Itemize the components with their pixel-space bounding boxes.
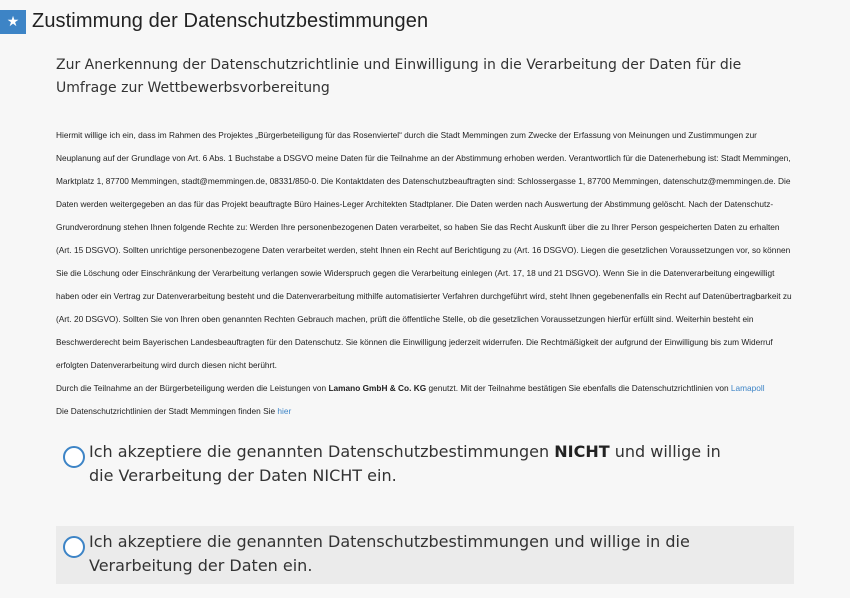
policy-provider-text-start: Durch die Teilnahme an der Bürgerbeteiligung werden die Leistungen von	[56, 383, 329, 393]
privacy-policy-text	[56, 124, 796, 423]
policy-paragraph-consent: Hiermit willige ich ein, dass im Rahmen des Projektes „Bürgerbeteiligung für das Rosenviertel“ durch die Stadt Memmingen zum Zwecke der Erfassung von Meinungen und Zustimmungen zur Neuplanung auf der Grundlage von Art. 6 Abs. 1 Buchstabe a DSGVO meine Daten für die Teilnahme an der Abstimmung erhoben werden. Verantwortlich für die Datenerhebung ist: Stadt Memmingen, Marktplatz 1, 87700 Memmingen, stadt@memmingen.de, 08331/850-0. Die Kontaktdaten des Datenschutzbeauftragten sind: Schlossergasse 1, 87700 Memmingen, datenschutz@memmingen.de. Die Daten werden weitergegeben an das für das Projekt beauftragte Büro Haines-Leger Architekten Stadtplaner. Die Daten werden nach Auswertung der Abstimmung gelöscht. Nach der Datenschutz-Grundverordnung stehen Ihnen folgende Rechte zu: Werden Ihre personenbezogenen Daten verarbeitet, so haben Sie das Recht Auskunft über die zu Ihrer Person gespeicherten Daten zu erhalten (Art. 15 DSGVO). Sollten unrichtige personenbezogene Daten verarbeitet werden, steht Ihnen ein Recht auf Berichtigung zu (Art. 16 DSGVO). Liegen die gesetzlichen Voraussetzungen vor, so können Sie die Löschung oder Einschränkung der Verarbeitung verlangen sowie Widerspruch gegen die Verarbeitung einlegen (Art. 17, 18 und 21 DSGVO). Wenn Sie in die Datenverarbeitung eingewilligt haben oder ein Vertrag zur Datenverarbeitung besteht und die Datenverarbeitung mithilfe automatisierter Verfahren durchgeführt wird, steht Ihnen gegebenenfalls ein Recht auf Datenübertragbarkeit zu (Art. 20 DSGVO). Sollten Sie von Ihren oben genannten Rechten Gebrauch machen, prüft die öffentliche Stelle, ob die gesetzlichen Voraussetzungen hierfür erfüllt sind. Weiterhin besteht ein Beschwerderecht beim Bayerischen Landesbeauftragten für den Datenschutz. Sie können die Einwilligung jederzeit widerrufen. Die Rechtmäßigkeit der aufgrund der Einwilligung bis zum Widerruf erfolgten Datenverarbeitung wird durch diesen nicht berührt.	[56, 130, 792, 370]
option-decline[interactable]	[56, 436, 794, 492]
option-decline-emphasis: NICHT	[554, 442, 610, 461]
radio-accept[interactable]	[63, 536, 85, 558]
provider-company-name: Lamano GmbH & Co. KG	[328, 383, 427, 393]
option-accept[interactable]	[56, 526, 794, 584]
star-icon: ★	[0, 10, 26, 34]
lamapoll-link[interactable]: Lamapoll	[730, 383, 765, 393]
option-decline-text-start: Ich akzeptiere die genannten Datenschutzbestimmungen	[89, 442, 555, 461]
option-decline-text-end: und willige in die Verarbeitung der Daten NICHT ein.	[89, 442, 721, 485]
option-decline-label[interactable]	[89, 440, 749, 488]
city-privacy-link[interactable]: hier	[277, 406, 292, 416]
page-title: Zustimmung der Datenschutzbestimmungen	[32, 10, 429, 32]
policy-provider-text-mid: genutzt. Mit der Teilnahme bestätigen Sie ebenfalls die Datenschutzrichtlinien von	[426, 383, 731, 393]
policy-paragraph-provider	[56, 377, 796, 400]
radio-decline[interactable]	[63, 446, 85, 468]
policy-city-text: Die Datenschutzrichtlinien der Stadt Memmingen finden Sie	[56, 406, 278, 416]
intro-text: Zur Anerkennung der Datenschutzrichtlinie und Einwilligung in die Verarbeitung der Daten für die Umfrage zur Wettbewerbsvorbereitung	[56, 57, 742, 96]
policy-paragraph-city	[56, 400, 796, 423]
option-accept-label[interactable]: Ich akzeptiere die genannten Datenschutzbestimmungen und willige in die Verarbeitung der Daten ein.	[89, 532, 690, 575]
